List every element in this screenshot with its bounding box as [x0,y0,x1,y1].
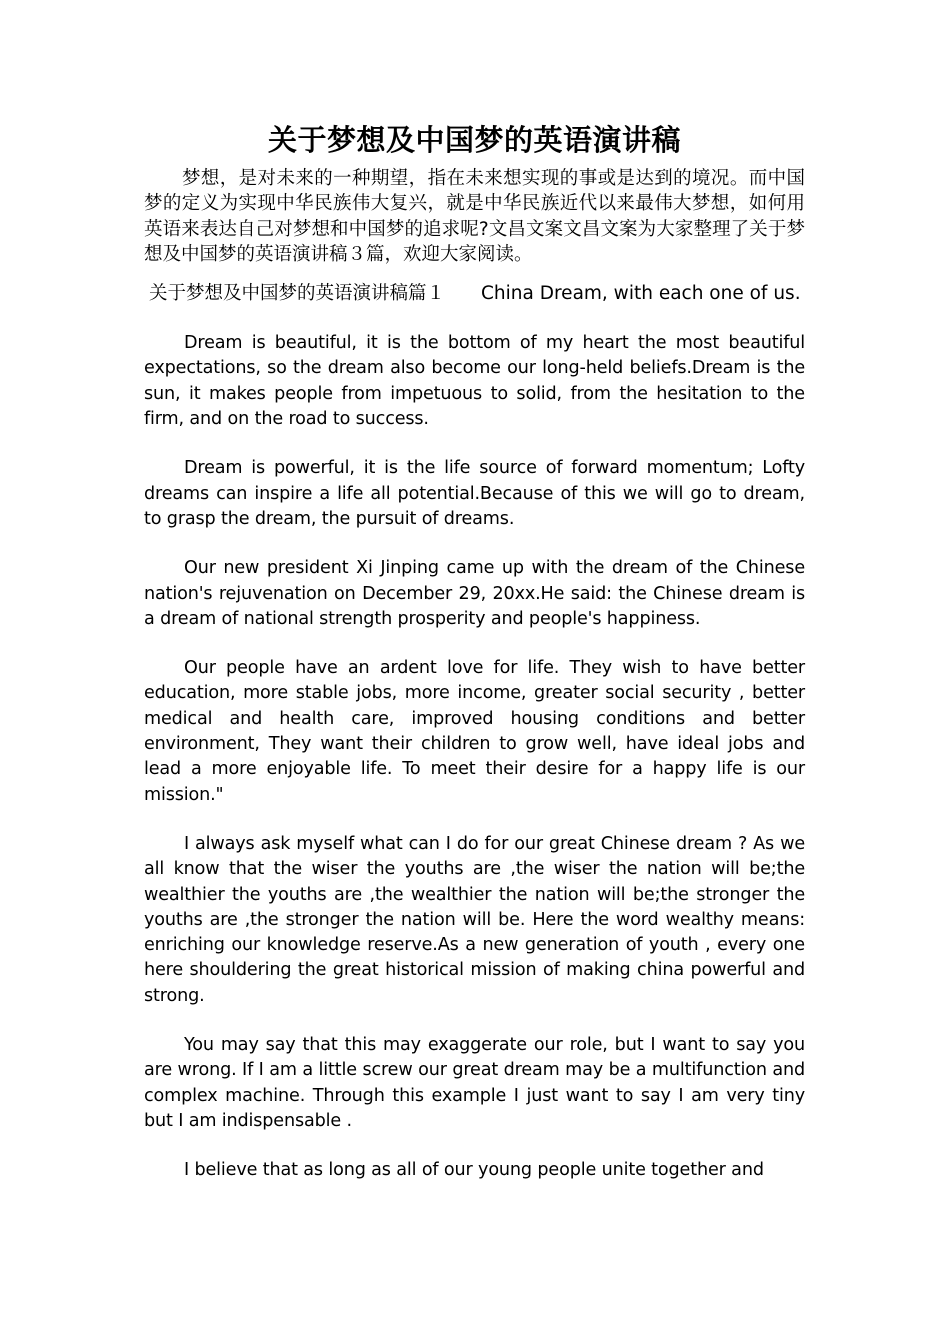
body-paragraph: I always ask myself what can I do for our great Chinese dream ? As we all know that the wiser the youths are ,the wiser the nation will be;the wealthier the youths are ,the wealthier the nation will be;the stronger the youths are ,the stronger the nation will be. Here the word wealthy means: enriching our knowledge reserve.As a new generation of youth , every one here shouldering the great historical mission of making china powerful and strong. [144,833,805,1006]
body-paragraph: Dream is beautiful, it is the bottom of my heart the most beautiful expectations, so the dream also become our long-held beliefs.Dream is the sun, it makes people from impetuous to solid, from the hesitation to the firm, and on the road to success. [144,333,805,430]
body-paragraph: You may say that this may exaggerate our role, but I want to say you are wrong. If I am a little screw our great dream may be a multifunction and complex machine. Through this example I just want to say I am very tiny but I am indispensable . [144,1035,805,1131]
body-paragraph: Dream is powerful, it is the life source of forward momentum; Lofty dreams can inspire a life all potential.Because of this we will go to dream, to grasp the dream, the pursuit of dreams. [144,458,805,529]
section-heading-line [144,281,805,307]
document-title: 关于梦想及中国梦的英语演讲稿 [267,123,681,157]
body-paragraph: I believe that as long as all of our young people unite together and [184,1160,764,1181]
section-heading: 关于梦想及中国梦的英语演讲稿篇１ [149,283,446,305]
intro-paragraph: 梦想，是对未来的一种期望，指在未来想实现的事或是达到的境况。而中国梦的定义为实现中华民族伟大复兴，就是中华民族近代以来最伟大梦想，如何用英语来表达自己对梦想和中国梦的追求呢?文昌文案文昌文案为大家整理了关于梦想及中国梦的英语演讲稿３篇，欢迎大家阅读。 [144,168,805,265]
section-subtitle: China Dream, with each one of us. [481,283,801,305]
document-page [144,118,805,1184]
body-paragraph: Our new president Xi Jinping came up with the dream of the Chinese nation's rejuvenation on December 29, 20xx.He said: the Chinese dream is a dream of national strength prosperity and people's happiness. [144,558,805,629]
body-paragraph: Our people have an ardent love for life. They wish to have better education, more stable jobs, more income, greater social security , better medical and health care, improved housing conditions and better environment, They want their children to grow well, have ideal jobs and lead a more enjoyable life. To meet their desire for a happy life is our mission." [144,658,805,805]
